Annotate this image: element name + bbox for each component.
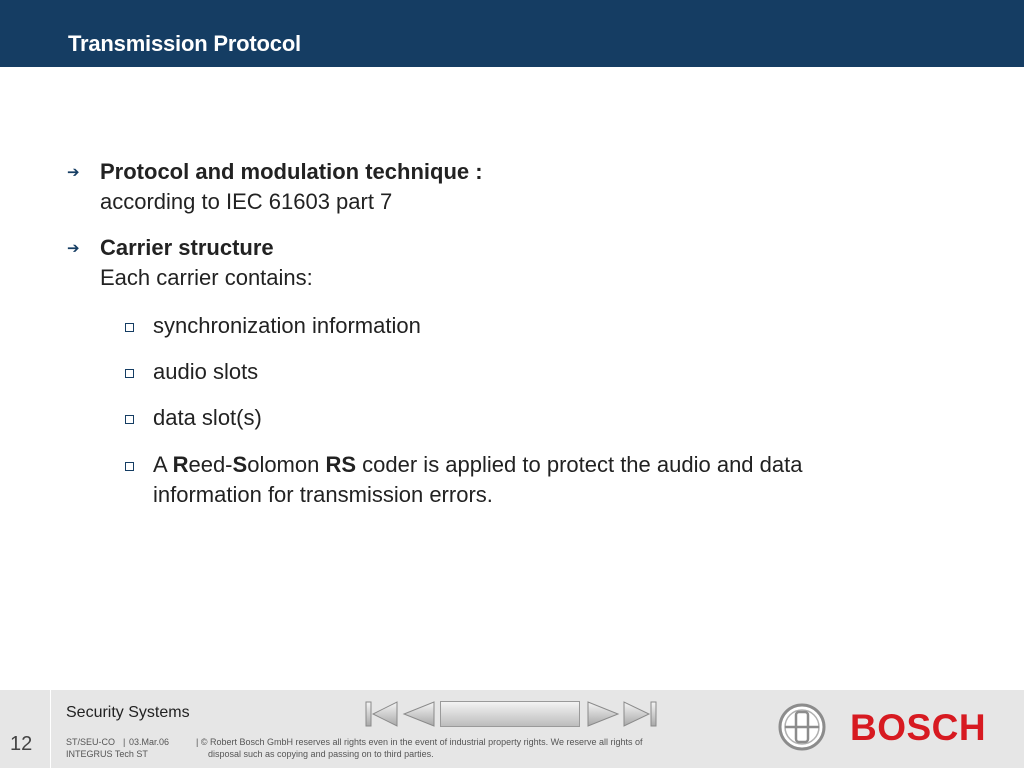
sub-item-audio (153, 357, 953, 387)
arrow-right-icon: ➔ (67, 240, 80, 257)
footer-dept: ST/SEU-CO (66, 737, 116, 747)
sub-item-sync (153, 311, 953, 341)
square-bullet-icon (125, 369, 134, 378)
footer-divider (50, 690, 51, 768)
slide-title: Transmission Protocol (68, 31, 301, 56)
rs-text-a: A (153, 452, 173, 477)
bullet-text: according to IEC 61603 part 7 (100, 189, 393, 214)
bullet-heading: Protocol and modulation technique : (100, 159, 483, 184)
sub-item-data (153, 403, 953, 433)
rs-text-eed: eed- (188, 452, 233, 477)
footer-copyright-2: disposal such as copying and passing on to third parties. (208, 749, 434, 759)
footer-security-systems: Security Systems (66, 704, 190, 721)
square-bullet-icon (125, 462, 134, 471)
square-bullet-icon (125, 323, 134, 332)
rs-text-r: R (172, 452, 189, 477)
bullet-heading: Carrier structure (100, 235, 274, 260)
page-number: 12 (10, 733, 33, 755)
arrow-right-icon: ➔ (67, 164, 80, 181)
square-bullet-icon (125, 415, 134, 424)
slide-footer (0, 690, 1024, 768)
footer-copyright-1: | © Robert Bosch GmbH reserves all rights even in the event of industrial property rights. We reserve all rights of (196, 737, 643, 747)
skip-last-icon[interactable] (622, 700, 660, 733)
sub-item-text: audio slots (153, 359, 259, 384)
bosch-wordmark: BOSCH (850, 707, 987, 748)
bullet-protocol (67, 157, 960, 217)
footer-product: INTEGRUS Tech ST (66, 749, 148, 759)
rs-text-olomon: olomon (247, 452, 326, 477)
rs-text-rest: coder is applied to protect the audio and data (356, 452, 803, 477)
sub-item-reed-solomon (153, 450, 953, 510)
bullet-text: Each carrier contains: (100, 265, 313, 290)
prev-icon[interactable] (400, 700, 436, 733)
rs-text-s: S (232, 452, 248, 477)
skip-first-icon[interactable] (364, 700, 400, 733)
title-bar (0, 0, 1024, 67)
sub-item-text: data slot(s) (153, 405, 262, 430)
footer-date: 03.Mar.06 (129, 737, 170, 747)
bosch-armature-icon (778, 703, 826, 751)
rs-text-line2: information for transmission errors. (153, 482, 493, 507)
progress-track[interactable] (440, 701, 580, 727)
next-icon[interactable] (586, 700, 622, 733)
rs-text-rs: RS (325, 452, 357, 477)
sub-item-text: synchronization information (153, 313, 421, 338)
footer-sep: | (123, 737, 126, 747)
bullet-carrier (67, 233, 960, 293)
